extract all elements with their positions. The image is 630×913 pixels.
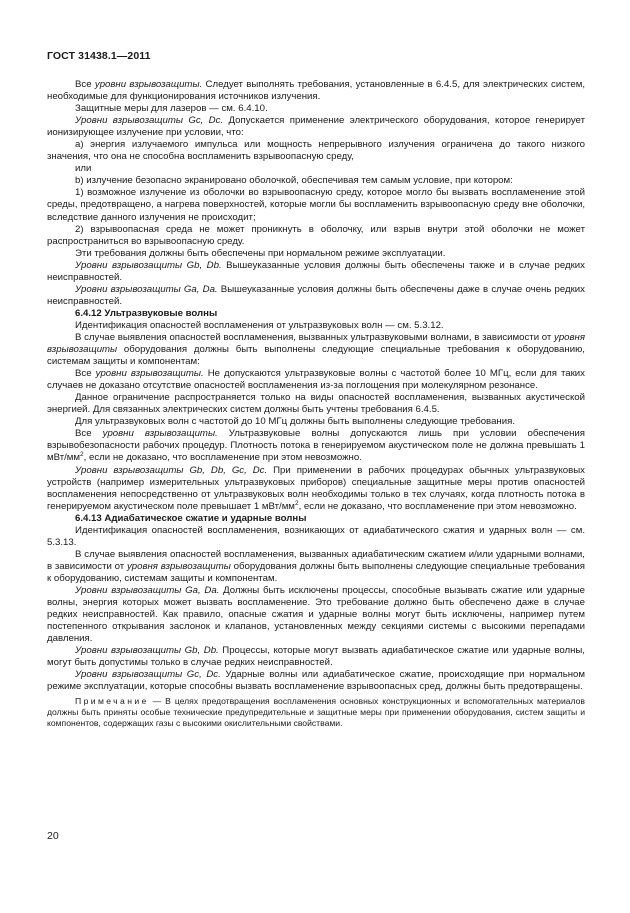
text-run: Не допускаются ультразвуковые волны с частотой более 10 МГц, если для таких случаев не доказано отсутствие опасностей воспламенения из-за поглощения при молекулярном резонансе. <box>47 368 585 392</box>
body-paragraph <box>47 368 585 392</box>
text-run: Процессы, которые могут вызвать адиабатическое сжатие или ударные волны, могут быть допустимы только в случае редких неисправностей. <box>47 645 585 669</box>
body-paragraph <box>47 139 585 163</box>
text-run: b) излучение безопасно экранировано оболочкой, обеспечивая тем самым условие, при котором: <box>75 175 513 187</box>
note-paragraph <box>47 696 585 729</box>
body-paragraph <box>47 645 585 669</box>
text-run: , если не доказано, что воспламенение при этом невозможно. <box>298 500 577 512</box>
italic-run: Уровни взрывозащиты Gc, Dc. <box>75 115 224 127</box>
body-paragraph <box>47 103 585 115</box>
text-run: оборудования должны быть выполнены следующие специальные требования к оборудованию, системам защиты и компонентам: <box>47 344 585 368</box>
body-paragraph <box>47 175 585 187</box>
section-heading <box>47 513 585 525</box>
body-paragraph <box>47 416 585 428</box>
italic-run: уровни взрывозащиты. <box>95 368 204 380</box>
text-run: Все <box>75 79 95 90</box>
body-paragraph <box>47 260 585 284</box>
body-paragraph <box>47 549 585 585</box>
body-paragraph <box>47 163 585 175</box>
text-run: 6.4.12 Ультразвуковые волны <box>75 307 218 319</box>
body-paragraph <box>47 525 585 549</box>
italic-run: Уровни взрывозащиты Ga, Da. <box>75 283 218 295</box>
superscript: 2 <box>294 499 299 507</box>
italic-run: Уровни взрывозащиты Ga, Da. <box>75 584 220 596</box>
italic-run: уровни взрывозащиты. <box>102 428 218 440</box>
body-paragraph <box>47 320 585 332</box>
text-run: Ударные волны или адиабатическое сжатие, происходящие при нормальном режиме эксплуатации, которые способны вызвать воспламенение взрывоопасных сред, должны быть предотвращены. <box>47 669 585 693</box>
text-run: Вышеуказанные условия должны быть обеспечены также и в случае редких неисправностей. <box>47 259 585 283</box>
text-run: , если не доказано, что воспламенение при этом невозможно. <box>83 452 362 464</box>
body-paragraph <box>47 115 585 139</box>
body-paragraph <box>47 224 585 248</box>
text-run: Данное ограничение распространяется только на виды опасностей воспламенения, вызванных акустической энергией. Для связанных электрических систем должны быть учтены требования 6.4.5. <box>47 392 585 416</box>
italic-run: Уровни взрывозащиты Gb, Db, Gc, Dc. <box>75 464 268 476</box>
note-text: — В целях предотвращения воспламенения основных конструкционных и вспомогательных материалов должны быть приняты особые технические предупредительные и защитные меры при применении оборудования, систем защиты и компонентов, содержащих газы с высокими окислительными свойствами. <box>47 696 585 729</box>
text-run: Все <box>75 368 96 380</box>
body-paragraph <box>47 392 585 416</box>
text-run: Должны быть исключены процессы, способные вызывать сжатие или ударные волны, энергия которых может вызвать воспламенение. Это требование должно быть обеспечено даже в случае редких неисправностей. Как правило, опасные сжатия и ударные волны могут быть исключены, например путем постепенного открывания заслонок и клапанов, установленных между секциями системы с высокими перепадами давления. <box>47 584 585 645</box>
text-run: Идентификация опасностей воспламенения, возникающих от адиабатического сжатия и ударных волн — см. 5.3.13. <box>47 524 585 548</box>
document-body <box>47 79 585 729</box>
text-run: Защитные меры для лазеров — см. 6.4.10. <box>75 103 268 115</box>
note-label: Примечание <box>75 696 149 707</box>
text-run: 6.4.13 Адиабатическое сжатие и ударные волны <box>75 512 307 524</box>
text-run: Ультразвуковые волны допускаются лишь при условии обеспечения взрывобезопасности рабочих процедур. Плотность потока в генерируемом акустическом поле не должна превышать 1 мВт/мм <box>47 428 585 464</box>
body-paragraph <box>47 428 585 464</box>
body-paragraph <box>47 187 585 223</box>
text-run: В случае выявления опасностей воспламенения, вызванных адиабатическим сжатием и/или ударными волнами, в зависимости от <box>47 548 585 572</box>
text-run: Допускается применение электрического оборудования, которое генерирует ионизирующее излучение при условии, что: <box>47 115 585 139</box>
superscript: 2 <box>80 451 84 459</box>
text-run: Эти требования должны быть обеспечены при нормальном режиме эксплуатации. <box>75 247 446 259</box>
text-run: Следует выполнять требования, установленные в 6.4.5, для электрических систем, необходимые для функционирования источников излучения. <box>47 79 586 103</box>
italic-run: Уровни взрывозащиты Gb, Db. <box>75 259 222 271</box>
body-paragraph <box>47 669 585 693</box>
text-run: 2) взрывоопасная среда не может проникнуть в оболочку, или взрыв внутри этой оболочки не может распространиться во взрывоопасную среду. <box>47 223 585 247</box>
italic-run: Уровни взрывозащиты Gc, Dc. <box>75 669 221 681</box>
text-run: или <box>75 163 92 175</box>
section-heading <box>47 308 585 320</box>
page-number: 20 <box>47 830 59 842</box>
italic-run: уровня взрывозащиты <box>126 560 231 572</box>
italic-run: уровни взрывозащиты. <box>94 79 203 90</box>
document-header: ГОСТ 31438.1—2011 <box>47 50 151 62</box>
text-run: оборудования должны быть выполнены следующие специальные требования к оборудованию, системам защиты и компонентам. <box>47 560 586 584</box>
text-run: При применении в рабочих процедурах обычных ультразвуковых устройств (например измерительных ультразвуковых приборов) специальные защитные меры против опасностей воспламенения непосредственно от ультразвуковых волн необходимы только в тех случаях, когда плотность потока в генерируемом акустическом поле превышает 1 мВт/мм <box>47 464 585 512</box>
text-run: Для ультразвуковых волн с частотой до 10 МГц должны быть выполнены следующие требования. <box>75 416 515 428</box>
text-run: В случае выявления опасностей воспламенения, вызванных ультразвуковыми волнами, в зависимости от <box>75 331 555 343</box>
body-paragraph <box>47 465 585 513</box>
text-run: Вышеуказанные условия должны быть обеспечены даже в случае очень редких неисправностей. <box>47 283 585 307</box>
body-paragraph <box>47 248 585 260</box>
body-paragraph <box>47 332 585 368</box>
text-run: Идентификация опасностей воспламенения от ультразвуковых волн — см. 5.3.12. <box>75 319 444 331</box>
italic-run: уровня взрывозащиты <box>47 331 585 356</box>
text-run: Все <box>75 428 103 440</box>
text-run: a) энергия излучаемого импульса или мощность непрерывного излучения ограничена до такого низкого значения, что она не способна воспламенить взрывоопасную среду, <box>47 139 585 163</box>
body-paragraph <box>47 79 585 103</box>
text-run: 1) возможное излучение из оболочки во взрывоопасную среду, которое могло бы вызвать воспламенение этой среды, предотвращено, а нагрева поверхностей, которые могли бы воспламенить взрывоопасную среду вне оболочки, вследствие данного излучения не происходит; <box>47 187 585 223</box>
italic-run: Уровни взрывозащиты Gb, Db. <box>75 645 219 657</box>
body-paragraph <box>47 585 585 645</box>
body-paragraph <box>47 284 585 308</box>
